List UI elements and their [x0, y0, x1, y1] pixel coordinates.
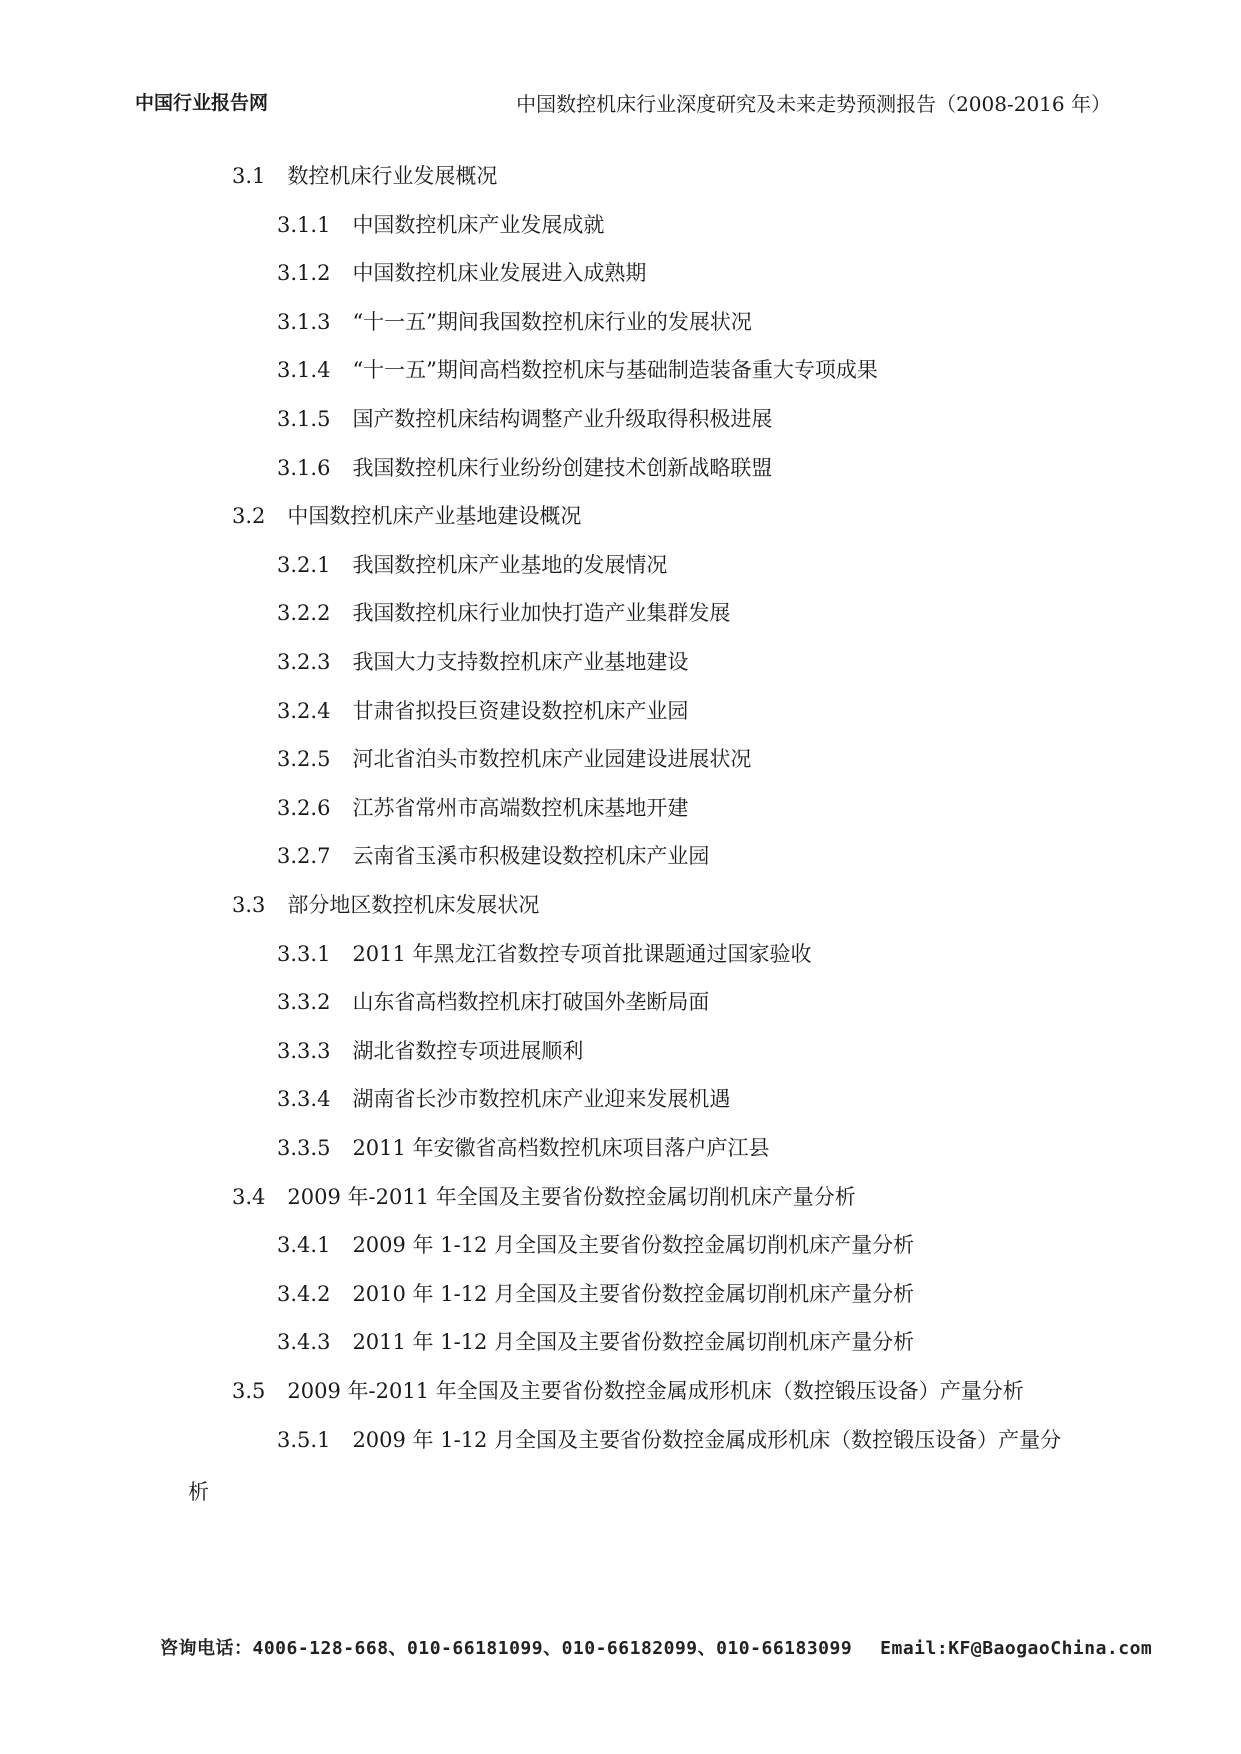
- toc-entry-text: “十一五”期间我国数控机床行业的发展状况: [352, 309, 752, 334]
- toc-entry: [277, 1328, 914, 1356]
- toc-entry: [277, 551, 667, 579]
- toc-entry: [232, 1183, 856, 1211]
- toc-entry-number: 3.2.2: [277, 601, 331, 626]
- toc-entry-text: 云南省玉溪市积极建设数控机床产业园: [352, 844, 710, 869]
- toc-entry-number: 3.1.6: [277, 455, 331, 480]
- toc-entry-text: 我国数控机床行业加快打造产业集群发展: [352, 601, 731, 626]
- toc-entry: [277, 211, 604, 239]
- toc-entry: [277, 1134, 770, 1162]
- contact-email: Email:KF@BaogaoChina.com: [880, 1638, 1153, 1659]
- contact-footer: [160, 1634, 1152, 1660]
- toc-entry-text: 我国大力支持数控机床产业基地建设: [352, 650, 689, 674]
- toc-entry-text: 2009 年-2011 年全国及主要省份数控金属成形机床（数控锻压设备）产量分析: [287, 1379, 1024, 1403]
- toc-entry-number: 3.1.2: [277, 261, 331, 286]
- toc-entry-text: 我国数控机床产业基地的发展情况: [352, 552, 668, 577]
- toc-entry-text: 中国数控机床业发展进入成熟期: [352, 261, 647, 286]
- toc-entry-text: 中国数控机床产业基地建设概况: [287, 504, 582, 529]
- toc-entry-number: 3.2.5: [277, 747, 331, 772]
- toc-entry: [277, 1231, 914, 1259]
- toc-entry-number: 3.3.1: [277, 941, 331, 966]
- toc-entry-text: 甘肃省拟投巨资建设数控机床产业园: [352, 698, 689, 723]
- report-title: 中国数控机床行业深度研究及未来走势预测报告（2008-2016 年）: [516, 92, 1111, 116]
- toc-entry-text: 江苏省常州市高端数控机床基地开建: [352, 795, 689, 820]
- toc-entry: [277, 794, 688, 822]
- toc-entry: [277, 697, 688, 725]
- toc-entry-number: 3.1.5: [277, 407, 331, 431]
- toc-entry-text: 2009 年-2011 年全国及主要省份数控金属切削机床产量分析: [287, 1184, 856, 1209]
- toc-entry-text: 中国数控机床产业发展成就: [352, 212, 605, 237]
- toc-entry-text: 2011 年黑龙江省数控专项首批课题通过国家验收: [352, 941, 812, 966]
- toc-entry-number: 3.3.2: [277, 990, 331, 1015]
- toc-entry: [232, 891, 539, 919]
- toc-entry-number: 3.2.7: [277, 844, 331, 869]
- toc-entry-number: 3.1.1: [277, 212, 331, 237]
- toc-entry: [277, 1280, 914, 1308]
- toc-entry-number: 3.4.1: [277, 1233, 331, 1258]
- toc-entry: [232, 502, 581, 530]
- toc-entry-text: 2010 年 1-12 月全国及主要省份数控金属切削机床产量分析: [352, 1281, 915, 1306]
- toc-entry-text: 数控机床行业发展概况: [287, 164, 498, 188]
- toc-entry: [277, 599, 730, 627]
- toc-entry: [277, 1426, 1061, 1454]
- toc-entry-number: 3.1.3: [277, 309, 331, 334]
- toc-entry-number: 3.1.4: [277, 358, 331, 383]
- toc-entry-text: 2009 年 1-12 月全国及主要省份数控金属成形机床（数控锻压设备）产量分: [352, 1427, 1062, 1452]
- toc-entry-text: 湖南省长沙市数控机床产业迎来发展机遇: [352, 1087, 731, 1112]
- toc-entry-text: 山东省高档数控机床打破国外垄断局面: [352, 990, 710, 1015]
- toc-entry: [277, 308, 752, 336]
- toc-entry-number: 3.2.1: [277, 552, 331, 577]
- toc-entry: [232, 1377, 1024, 1405]
- toc-entry-number: 3.2: [232, 504, 266, 529]
- toc-entry-number: 3.3.3: [277, 1038, 331, 1063]
- toc-entry-number: 3.3: [232, 893, 266, 917]
- contact-label: 咨询电话：: [160, 1638, 253, 1659]
- toc-entry-text: 2011 年 1-12 月全国及主要省份数控金属切削机床产量分析: [352, 1330, 915, 1355]
- toc-entry: [277, 842, 709, 870]
- toc-entry-text: 国产数控机床结构调整产业升级取得积极进展: [352, 407, 773, 431]
- toc-entry-number: 3.3.4: [277, 1087, 331, 1112]
- toc-entry: [277, 454, 772, 482]
- toc-entry-number: 3.3.5: [277, 1136, 331, 1160]
- toc-entry: [277, 356, 878, 384]
- toc-entry: [277, 940, 812, 968]
- toc-entry-number: 3.5: [232, 1379, 266, 1403]
- toc-entry: [277, 988, 709, 1016]
- toc-entry-text: 2009 年 1-12 月全国及主要省份数控金属切削机床产量分析: [352, 1233, 915, 1258]
- toc-entry-text: 部分地区数控机床发展状况: [287, 893, 540, 917]
- toc-entry-text: 湖北省数控专项进展顺利: [352, 1038, 584, 1063]
- toc-entry: [277, 648, 688, 676]
- toc-entry: [277, 1085, 730, 1113]
- toc-entry-text: 2011 年安徽省高档数控机床项目落户庐江县: [352, 1136, 770, 1160]
- toc-entry-text: 河北省泊头市数控机床产业园建设进展状况: [352, 747, 752, 772]
- toc-entry-text: 我国数控机床行业纷纷创建技术创新战略联盟: [352, 455, 773, 480]
- toc-entry: [277, 745, 751, 773]
- site-name: 中国行业报告网: [135, 92, 269, 114]
- toc-entry-number: 3.2.3: [277, 650, 331, 674]
- toc-entry: [277, 1037, 583, 1065]
- toc-wrap-text: 析: [188, 1480, 209, 1505]
- toc-entry-number: 3.4.3: [277, 1330, 331, 1355]
- toc-entry: [232, 162, 497, 190]
- toc-entry-text: “十一五”期间高档数控机床与基础制造装备重大专项成果: [352, 358, 878, 383]
- toc-entry-number: 3.5.1: [277, 1427, 331, 1452]
- contact-phones: 4006-128-668、010-66181099、010-66182099、010-66183099: [252, 1638, 853, 1659]
- toc-entry-number: 3.2.4: [277, 698, 331, 723]
- toc-entry-number: 3.1: [232, 164, 266, 188]
- toc-entry: [277, 259, 646, 287]
- toc-entry-number: 3.2.6: [277, 795, 331, 820]
- toc-entry: [277, 405, 772, 433]
- toc-entry-number: 3.4.2: [277, 1281, 331, 1306]
- toc-entry-number: 3.4: [232, 1184, 266, 1209]
